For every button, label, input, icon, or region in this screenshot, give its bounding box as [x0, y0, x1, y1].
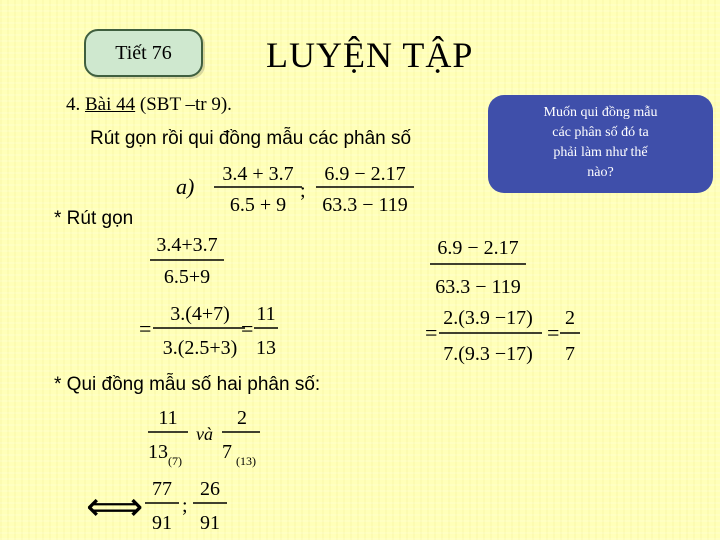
reduce-right-denominator: 63.3 − 119 [435, 276, 521, 298]
common-result1-numerator: 77 [152, 478, 172, 500]
and-text: và [196, 424, 213, 444]
page-title: LUYỆN TẬP [266, 35, 474, 75]
instruction: Rút gọn rồi qui đồng mẫu các phân số [90, 128, 412, 149]
reduce-left-numerator: 3.4+3.7 [156, 234, 218, 256]
common-f2-numerator: 2 [237, 407, 247, 429]
reduce-left-result-denominator: 13 [256, 337, 276, 359]
exercise-number: 4. [66, 94, 81, 115]
reduce-right-result-denominator: 7 [565, 343, 575, 365]
equals-sign: = [139, 316, 152, 341]
hint-line: các phân số đó ta [552, 125, 649, 140]
reduce-label: * Rút gọn [54, 208, 134, 229]
equals-sign: = [547, 320, 560, 345]
equals-sign: = [241, 316, 254, 341]
reduce-left-denominator: 6.5+9 [163, 266, 211, 288]
problem-f1-numerator: 3.4 + 3.7 [222, 163, 294, 185]
common-separator: ; [182, 495, 188, 517]
common-f1-numerator: 11 [158, 407, 178, 429]
equivalence-arrow-icon: ⟺ [86, 484, 144, 529]
exercise-source: (SBT –tr 9). [139, 94, 232, 115]
exercise-name: Bài 44 [85, 94, 136, 115]
problem-f2-denominator: 63.3 − 119 [322, 194, 408, 216]
common-f2-denominator: 7 [222, 441, 232, 463]
equals-sign: = [425, 320, 438, 345]
common-f1-multiplier: (7) [168, 454, 182, 468]
reduce-left-step-denominator: 3.(2.5+3) [162, 337, 238, 359]
problem-label: a) [176, 174, 195, 199]
lesson-badge-text: Tiết 76 [115, 41, 172, 64]
reduce-right-step-numerator: 2.(3.9 −17) [443, 307, 533, 329]
common-result2-denominator: 91 [200, 512, 220, 534]
problem-f2-numerator: 6.9 − 2.17 [324, 163, 406, 185]
reduce-right-step-denominator: 7.(9.3 −17) [443, 343, 533, 365]
common-f1-denominator: 13 [148, 441, 168, 463]
hint-line: phải làm như thế [553, 145, 648, 160]
common-result2-numerator: 26 [200, 478, 220, 500]
common-result1-denominator: 91 [152, 512, 172, 534]
reduce-right-numerator: 6.9 − 2.17 [437, 237, 519, 259]
hint-line: nào? [587, 165, 614, 180]
common-f2-multiplier: (13) [236, 454, 256, 468]
problem-separator: ; [300, 180, 306, 202]
common-denominator-label: * Qui đồng mẫu số hai phân số: [54, 374, 321, 395]
problem-f1-denominator: 6.5 + 9 [229, 194, 287, 216]
reduce-left-result-numerator: 11 [256, 303, 276, 325]
reduce-left-step-numerator: 3.(4+7) [170, 303, 230, 325]
reduce-right-result-numerator: 2 [565, 307, 575, 329]
hint-line: Muốn qui đồng mẫu [543, 105, 658, 120]
